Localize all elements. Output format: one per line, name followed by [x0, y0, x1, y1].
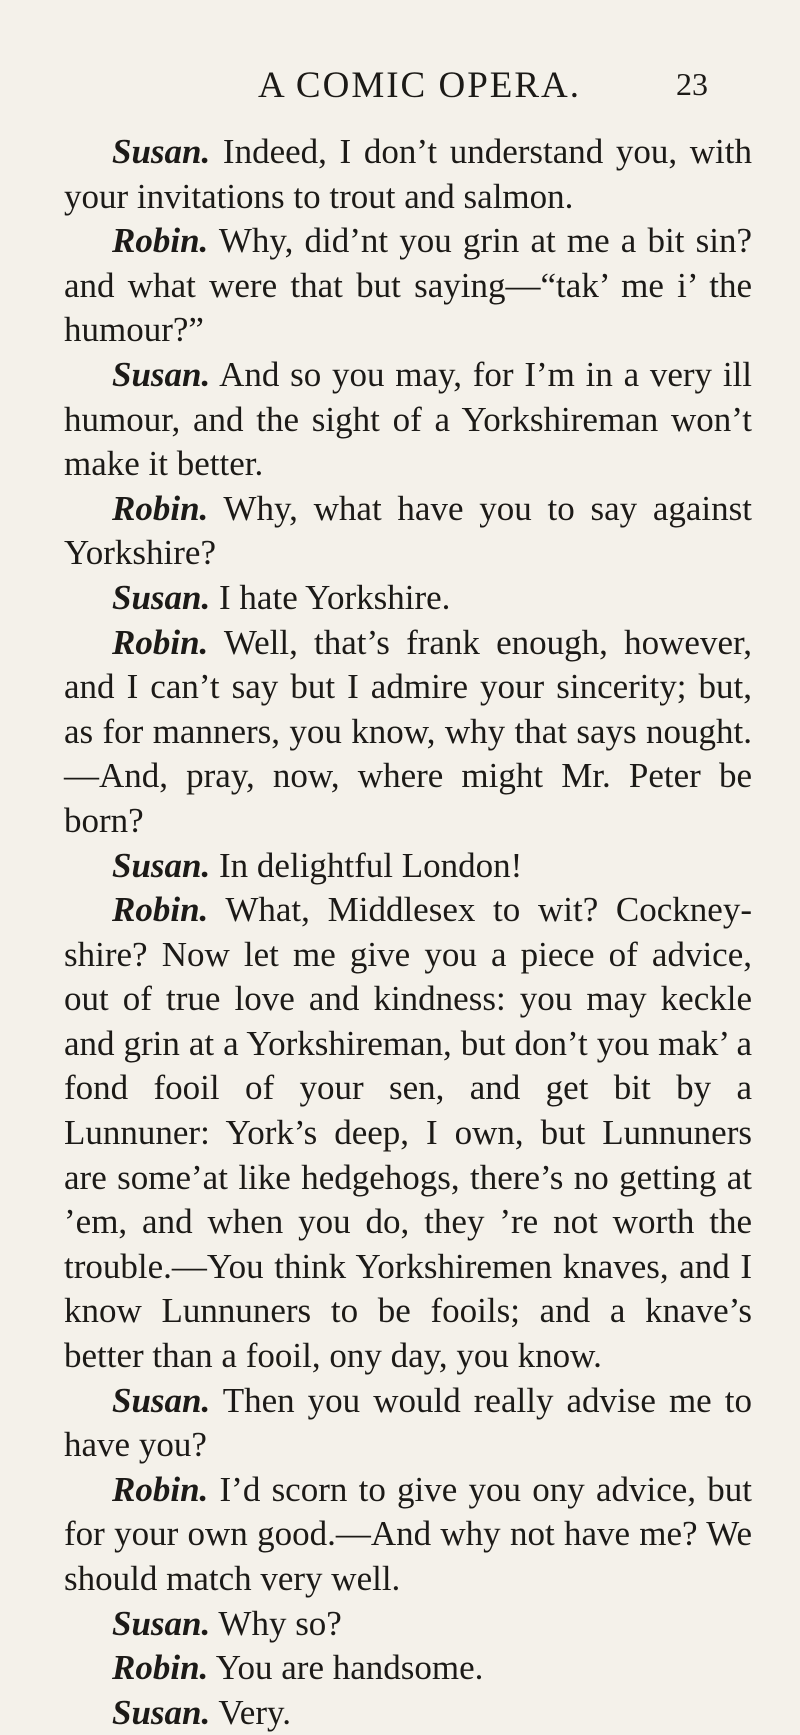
- line-text: Why, what have you to say against Yorkshire?: [64, 488, 752, 573]
- line-text: Indeed, I don’t understand you, with your invitations to trout and salmon.: [64, 132, 753, 216]
- dialogue-line: [64, 844, 752, 889]
- line-text: I’d scorn to give you ony advice, but for your own good.—And why not have me? We should match very well.: [64, 1469, 753, 1598]
- speaker-name: Robin.: [112, 1469, 209, 1509]
- speaker-name: Susan.: [112, 1692, 211, 1732]
- dialogue-line: [64, 1379, 752, 1468]
- dialogue-line: [64, 353, 752, 487]
- speaker-name: Robin.: [112, 488, 209, 528]
- speaker-name: Susan.: [112, 577, 211, 617]
- line-text: Very.: [218, 1692, 291, 1732]
- line-text: Why so?: [218, 1603, 342, 1643]
- line-text: I hate Yorkshire.: [219, 577, 451, 617]
- dialogue-line: [64, 219, 752, 353]
- speaker-name: Susan.: [112, 1380, 211, 1420]
- dialogue-line: [64, 130, 752, 219]
- speaker-name: Susan.: [112, 132, 211, 171]
- dialogue-line: [64, 621, 752, 844]
- dialogue-line: [64, 1646, 752, 1691]
- line-text: What, Middlesex to wit? Cockney-shire? Now let me give you a piece of advice, out of true love and kindness: you may keckle and grin at a Yorkshireman, but don’t you mak’ a fond fooil of your sen, and get bit by a Lunnuner: York’s deep, I own, but Lunnuners are some’at like hedgehogs, there’s no getting at ’em, and when you do, they ’re not worth the trouble.—You think Yorkshiremen knaves, and I know Lunnuners to be fooils; and a knave’s better than a fooil, ony day, you know.: [64, 890, 752, 1376]
- line-text: In delightful London!: [219, 845, 523, 885]
- speaker-name: Susan.: [112, 354, 211, 394]
- dialogue-line: [64, 1468, 752, 1602]
- speaker-name: Susan.: [112, 845, 211, 885]
- speaker-name: Robin.: [112, 890, 209, 930]
- page-header: [0, 64, 800, 108]
- speaker-name: Robin.: [112, 622, 209, 662]
- dialogue-line: [64, 1602, 752, 1647]
- dialogue-line: [64, 576, 752, 621]
- line-text: Why, did’nt you grin at me a bit sin? and what were that but saying—“tak’ me i’ the humour?”: [64, 221, 752, 350]
- speaker-name: Susan.: [112, 1603, 211, 1643]
- line-text: You are handsome.: [215, 1648, 484, 1688]
- line-text: Well, that’s frank enough, however, and I can’t say but I admire your sincerity; but, as for manners, you know, why that says nought.—And, pray, now, where might Mr. Peter be born?: [64, 622, 752, 840]
- line-text: And so you may, for I’m in a very ill humour, and the sight of a Yorkshireman won’t make it better.: [64, 354, 752, 484]
- dialogue-line: [64, 1691, 752, 1735]
- speaker-name: Robin.: [112, 1648, 209, 1688]
- dialogue-line: [64, 888, 752, 1379]
- dialogue-line: [64, 487, 752, 576]
- line-text: Then you would really advise me to have you?: [64, 1380, 752, 1465]
- speaker-name: Robin.: [112, 221, 209, 261]
- page-number: 23: [676, 66, 708, 102]
- dialogue-body: [64, 130, 752, 1735]
- running-title: A COMIC OPERA.: [258, 65, 582, 106]
